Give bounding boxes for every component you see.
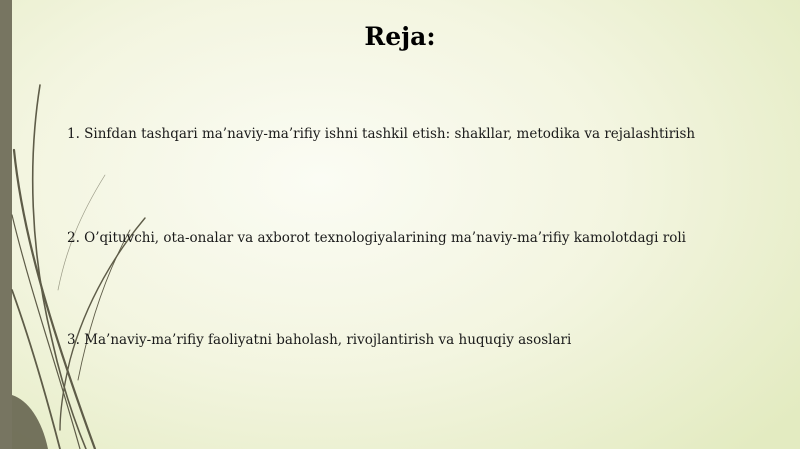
slide-title: Reja:	[364, 22, 436, 51]
agenda-item: 1. Sinfdan tashqari ma’naviy-ma’rifiy ishni tashkil etish: shakllar, metodika va rejalashtirish	[67, 126, 696, 142]
agenda-item: 3. Ma’naviy-ma’rifiy faoliyatni baholash, rivojlantirish va huquqiy asoslari	[67, 332, 572, 348]
agenda-item: 2. O’qituvchi, ota-onalar va axborot texnologiyalarining ma’naviy-ma’rifiy kamolotdagi roli	[67, 230, 686, 246]
